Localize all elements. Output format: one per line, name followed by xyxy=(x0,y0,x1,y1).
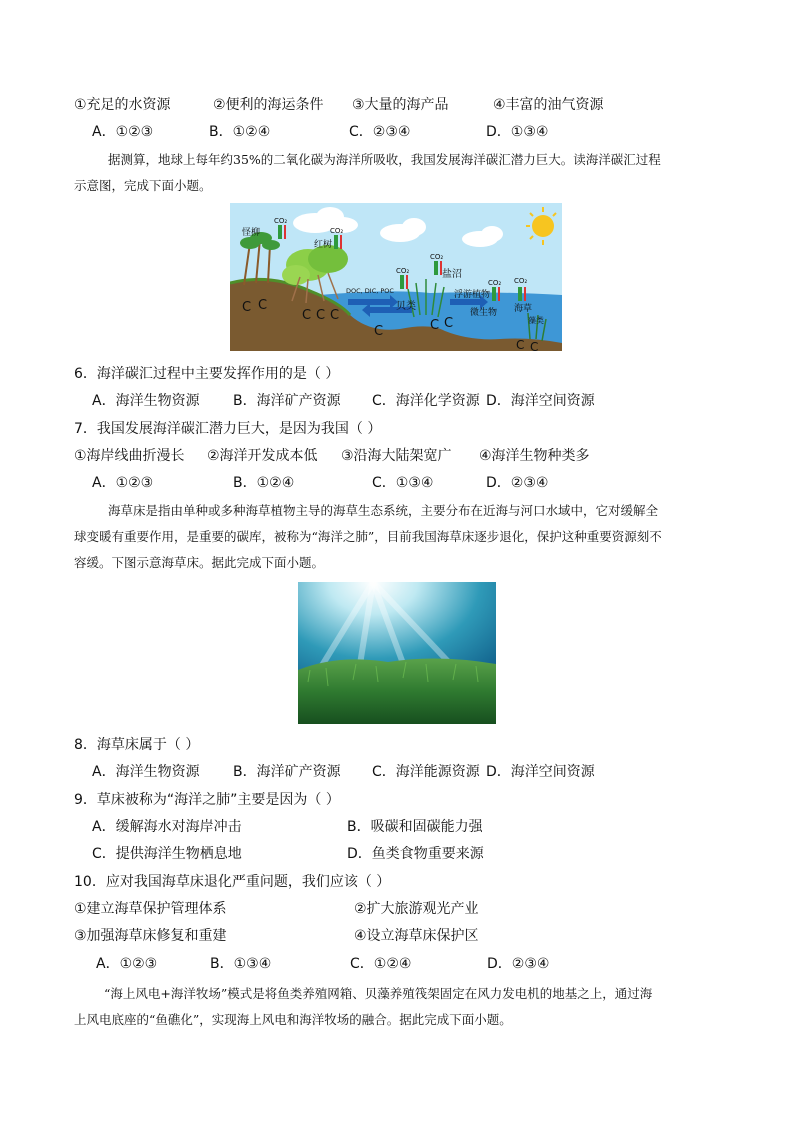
label-haicao: 海草 xyxy=(514,304,533,314)
q5-option-d[interactable]: D．①③④ xyxy=(486,124,549,140)
seagrass-bed-photo xyxy=(298,582,496,724)
q6-option-a[interactable]: A．海洋生物资源 xyxy=(92,393,200,409)
q7-stem: 7．我国发展海洋碳汇潜力巨大，是因为我国（ ） xyxy=(74,421,382,437)
q7-option-d[interactable]: D．②③④ xyxy=(486,475,549,491)
q10-item-2: ②扩大旅游观光产业 xyxy=(354,901,479,917)
q10-items-row1 xyxy=(74,899,479,919)
q10-item-4: ④设立海草床保护区 xyxy=(354,928,479,944)
q9-stem: 9．草床被称为“海洋之肺”主要是因为（ ） xyxy=(74,792,340,808)
q6-option-b[interactable]: B．海洋矿产资源 xyxy=(233,393,341,409)
q8-option-d[interactable]: D．海洋空间资源 xyxy=(486,764,595,780)
carbon-sink-diagram xyxy=(230,203,562,351)
passage3-line1: “海上风电+海洋牧场”模式是将鱼类养殖网箱、贝藻养殖筏架固定在风力发电机的地基之上，通过海 xyxy=(104,986,653,1001)
label-c-5: C xyxy=(330,308,340,323)
passage3-line2: 上风电底座的“鱼礁化”，实现海上风电和海洋牧场的融合。据此完成下面小题。 xyxy=(74,1012,512,1027)
label-c-4: C xyxy=(316,308,326,323)
q10-options xyxy=(96,954,549,974)
q9-option-c[interactable]: C．提供海洋生物栖息地 xyxy=(92,846,242,862)
q9-options-row1 xyxy=(92,817,483,837)
q5-options xyxy=(92,122,548,142)
label-co2-2: CO₂ xyxy=(330,227,344,235)
passage2-line3: 容缓。下图示意海草床。据此完成下面小题。 xyxy=(74,555,325,570)
passage1-line1: 据测算，地球上每年约35%的二氧化碳为海洋所吸收，我国发展海洋碳汇潜力巨大。读海洋碳汇过程 xyxy=(108,152,661,167)
q5-option-c[interactable]: C．②③④ xyxy=(349,124,411,140)
q7-item-2: ②海洋开发成本低 xyxy=(207,448,318,464)
label-c-6: C xyxy=(374,324,384,339)
q7-items xyxy=(74,446,590,466)
label-co2-4: CO₂ xyxy=(430,253,444,261)
q8-option-b[interactable]: B．海洋矿产资源 xyxy=(233,764,341,780)
passage1-line2: 示意图，完成下面小题。 xyxy=(74,178,212,193)
q5-option-b[interactable]: B．①②④ xyxy=(209,124,271,140)
q10-item-3: ③加强海草床修复和重建 xyxy=(74,928,227,944)
q6-options xyxy=(92,391,595,411)
q9-options-row2 xyxy=(92,844,484,864)
label-hongshu: 红树 xyxy=(314,240,333,250)
label-zaolei: 藻类 xyxy=(528,316,544,325)
q10-items-row2 xyxy=(74,926,479,946)
q5-option-a[interactable]: A．①②③ xyxy=(92,124,154,140)
label-guailiu: 怪柳 xyxy=(242,228,261,238)
label-c-9: C xyxy=(516,338,525,351)
label-c-7: C xyxy=(430,318,440,333)
label-c-1: C xyxy=(242,300,252,315)
label-co2-5: CO₂ xyxy=(488,279,502,287)
q9-option-a[interactable]: A．缓解海水对海岸冲击 xyxy=(92,819,242,835)
q7-option-c[interactable]: C．①③④ xyxy=(372,475,434,491)
q6-option-d[interactable]: D．海洋空间资源 xyxy=(486,393,595,409)
q8-stem: 8．海草床属于（ ） xyxy=(74,737,200,753)
q7-item-4: ④海洋生物种类多 xyxy=(479,448,590,464)
q10-option-a[interactable]: A．①②③ xyxy=(96,956,158,972)
label-weishengwu: 微生物 xyxy=(470,308,498,318)
label-co2-3: CO₂ xyxy=(396,267,410,275)
q5-item-2: ②便利的海运条件 xyxy=(213,97,324,113)
q5-item-4: ④丰富的油气资源 xyxy=(493,97,604,113)
q5-item-1: ①充足的水资源 xyxy=(74,97,171,113)
q8-option-c[interactable]: C．海洋能源资源 xyxy=(372,764,480,780)
q6-option-c[interactable]: C．海洋化学资源 xyxy=(372,393,480,409)
q10-item-1: ①建立海草保护管理体系 xyxy=(74,901,227,917)
q9-option-b[interactable]: B．吸碳和固碳能力强 xyxy=(347,819,483,835)
passage2-line2: 球变暖有重要作用，是重要的碳库，被称为“海洋之肺”，目前我国海草床逐步退化，保护这种重要资源刻不 xyxy=(74,529,662,544)
q10-stem: 10．应对我国海草床退化严重问题，我们应该（ ） xyxy=(74,874,391,890)
q7-option-b[interactable]: B．①②④ xyxy=(233,475,295,491)
q5-items xyxy=(74,95,604,115)
q10-option-d[interactable]: D．②③④ xyxy=(487,956,550,972)
label-c-10: C xyxy=(530,340,539,351)
label-c-8: C xyxy=(444,316,454,331)
q8-options xyxy=(92,762,595,782)
q7-option-a[interactable]: A．①②③ xyxy=(92,475,154,491)
q5-item-3: ③大量的海产品 xyxy=(352,97,449,113)
q9-option-d[interactable]: D．鱼类食物重要来源 xyxy=(347,846,484,862)
q7-options xyxy=(92,473,548,493)
label-yanzhao: 盐沼 xyxy=(442,269,462,280)
q7-item-3: ③沿海大陆架宽广 xyxy=(341,448,452,464)
passage2-line1: 海草床是指由单种或多种海草植物主导的海草生态系统，主要分布在近海与河口水域中，它对缓解全 xyxy=(108,503,659,518)
label-c-3: C xyxy=(302,308,312,323)
q8-option-a[interactable]: A．海洋生物资源 xyxy=(92,764,200,780)
label-co2-6: CO₂ xyxy=(514,277,528,285)
q10-option-c[interactable]: C．①②④ xyxy=(350,956,412,972)
q6-stem: 6．海洋碳汇过程中主要发挥作用的是（ ） xyxy=(74,366,340,382)
q10-option-b[interactable]: B．①③④ xyxy=(210,956,272,972)
label-c-2: C xyxy=(258,298,268,313)
label-co2-1: CO₂ xyxy=(274,217,288,225)
q7-item-1: ①海岸线曲折漫长 xyxy=(74,448,185,464)
label-beilei: 贝类 xyxy=(396,301,416,312)
label-doc: DOC, DIC, POC xyxy=(346,287,394,295)
label-fuyou: 浮游植物 xyxy=(454,290,491,300)
